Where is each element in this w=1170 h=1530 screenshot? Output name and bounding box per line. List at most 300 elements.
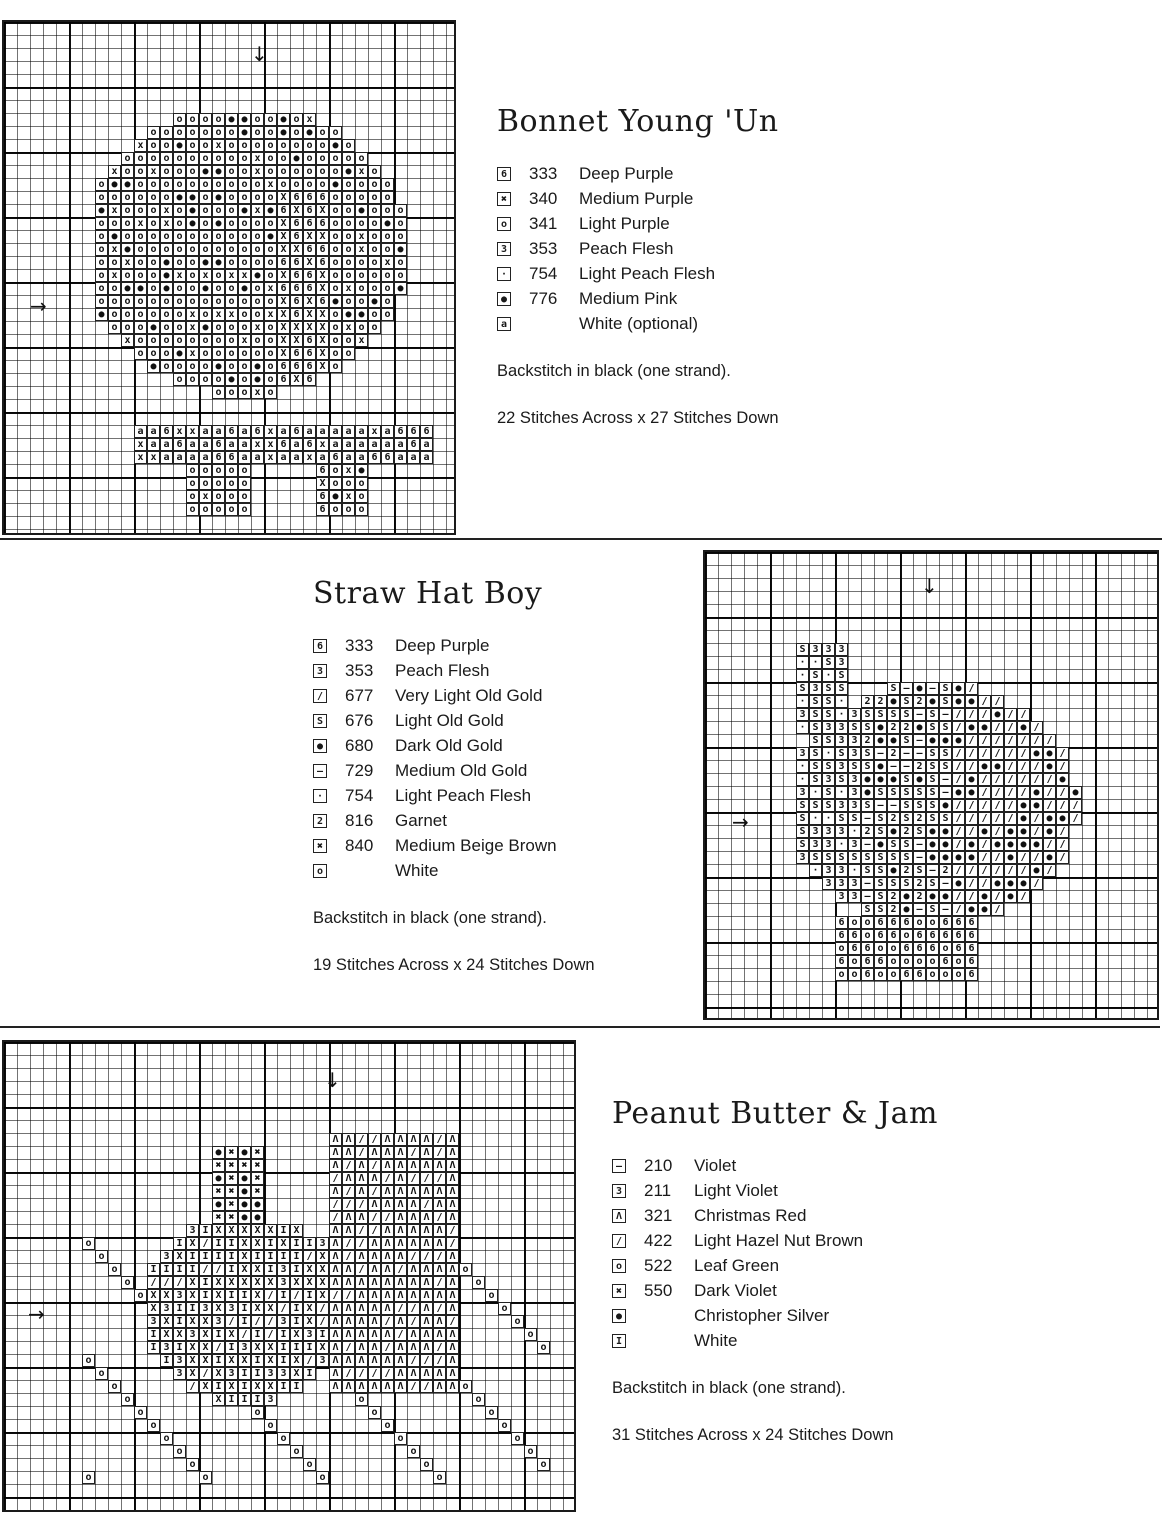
stitch-cell: 3 [225, 1367, 238, 1380]
stitch-cell: / [1043, 786, 1056, 799]
stitch-cell: ● [965, 721, 978, 734]
stitch-cell: S [913, 825, 926, 838]
stitch-cell: / [1043, 734, 1056, 747]
stitch-cell: S [861, 903, 874, 916]
stitch-cell: o [368, 243, 381, 256]
stitch-cell: o [186, 152, 199, 165]
stitch-cell: 3 [316, 1237, 329, 1250]
stitch-cell: ● [199, 282, 212, 295]
stitch-cell: 6 [225, 451, 238, 464]
straw-hat-chart-grid [703, 550, 1159, 1020]
stitch-cell: ● [965, 695, 978, 708]
stitch-cell: · [835, 786, 848, 799]
stitch-cell: I [290, 1341, 303, 1354]
stitch-cell: o [95, 217, 108, 230]
stitch-cell: o [225, 347, 238, 360]
stitch-cell: S [848, 760, 861, 773]
stitch-cell: ● [355, 204, 368, 217]
stitch-cell: ● [1030, 786, 1043, 799]
floss-number: 340 [529, 188, 558, 208]
stitch-cell: a [290, 438, 303, 451]
stitch-cell: X [186, 1237, 199, 1250]
stitch-cell: o [212, 178, 225, 191]
stitch-cell: Λ [381, 1133, 394, 1146]
stitch-cell: o [134, 230, 147, 243]
stitch-cell: x [134, 139, 147, 152]
floss-number: 754 [529, 263, 558, 283]
stitch-cell: ● [1030, 864, 1043, 877]
stitch-cell: o [316, 178, 329, 191]
stitch-cell: o [848, 968, 861, 981]
stitch-cell: ● [238, 1185, 251, 1198]
stitch-cell: S [861, 721, 874, 734]
stitch-cell: a [199, 425, 212, 438]
stitch-cell: / [952, 747, 965, 760]
stitch-cell: / [433, 1276, 446, 1289]
stitch-cell: ● [251, 360, 264, 373]
stitch-cell: Λ [329, 1263, 342, 1276]
stitch-cell: 6 [952, 942, 965, 955]
stitch-cell: o [290, 139, 303, 152]
stitch-cell: o [173, 217, 186, 230]
stitch-cell: · [848, 864, 861, 877]
floss-number: 816 [345, 810, 374, 830]
stitch-cell: Λ [394, 1354, 407, 1367]
stitch-cell: o [342, 152, 355, 165]
stitch-cell: ● [978, 903, 991, 916]
stitch-cell: / [1017, 851, 1030, 864]
stitch-cell: / [199, 1263, 212, 1276]
stitch-cell: o [212, 243, 225, 256]
stitch-cell: ● [368, 295, 381, 308]
stitch-cell: o [355, 295, 368, 308]
stitch-cell: o [225, 165, 238, 178]
stitch-cell: o [225, 360, 238, 373]
center-right-arrow-icon: → [732, 810, 749, 834]
stitch-cell: / [303, 1250, 316, 1263]
stitch-cell: o [147, 308, 160, 321]
stitch-cell: S [796, 682, 809, 695]
pattern-title: Peanut Butter & Jam [612, 1096, 938, 1131]
stitch-cell: I [225, 1263, 238, 1276]
stitch-cell: 6 [407, 425, 420, 438]
stitch-cell: X [264, 1380, 277, 1393]
stitch-cell: o [225, 477, 238, 490]
stitch-cell: 2 [900, 825, 913, 838]
stitch-cell: 6 [277, 438, 290, 451]
stitch-cell: o [290, 126, 303, 139]
stitch-cell: / [1030, 851, 1043, 864]
stitch-cell: 6 [848, 929, 861, 942]
stitch-cell: S [809, 799, 822, 812]
stitch-cell: / [225, 1315, 238, 1328]
stitch-cell: / [368, 1185, 381, 1198]
stitch-cell: 6 [316, 490, 329, 503]
stitch-cell: X [290, 1276, 303, 1289]
stitch-cell: / [329, 1289, 342, 1302]
color-name: White (optional) [579, 313, 699, 333]
stitch-cell: X [212, 1302, 225, 1315]
backstitch-note: Backstitch in black (one strand). [612, 1379, 846, 1397]
stitch-cell: o [186, 464, 199, 477]
stitch-cell: o [368, 308, 381, 321]
stitch-cell: o [433, 1471, 446, 1484]
stitch-cell: Λ [407, 1185, 420, 1198]
stitch-cell: I [199, 1224, 212, 1237]
stitch-cell: 3 [835, 643, 848, 656]
stitch-cell: o [160, 165, 173, 178]
stitch-cell: X [264, 1341, 277, 1354]
stitch-cell: ● [199, 256, 212, 269]
stitch-cell: a [420, 438, 433, 451]
stitch-cell: X [303, 1302, 316, 1315]
stitch-cell: x [186, 347, 199, 360]
stitch-cell: Λ [420, 1133, 433, 1146]
stitch-cell: Λ [368, 1328, 381, 1341]
stitch-cell: ● [225, 373, 238, 386]
stitch-cell: o [368, 321, 381, 334]
stitch-cell: S [835, 669, 848, 682]
stitch-cell: ● [212, 217, 225, 230]
stitch-cell: a [238, 425, 251, 438]
stitch-cell: Λ [407, 1224, 420, 1237]
stitch-cell: Λ [433, 1185, 446, 1198]
stitch-cell: Λ [368, 1289, 381, 1302]
stitch-cell: o [121, 321, 134, 334]
stitch-cell: o [277, 152, 290, 165]
stitch-cell: x [173, 425, 186, 438]
floss-number: 321 [644, 1205, 673, 1225]
stitch-cell: / [277, 1302, 290, 1315]
stitch-cell: ● [251, 1211, 264, 1224]
stitch-cell: Λ [394, 1315, 407, 1328]
stitch-cell: 6 [251, 425, 264, 438]
key-row [313, 658, 595, 683]
stitch-cell: S [887, 682, 900, 695]
stitch-cell: o [95, 256, 108, 269]
stitch-cell: S [900, 877, 913, 890]
stitch-cell: X [251, 1289, 264, 1302]
stitch-cell: X [238, 1237, 251, 1250]
stitch-cell: a [160, 438, 173, 451]
stitch-cell: o [342, 217, 355, 230]
stitch-cell: 3 [848, 838, 861, 851]
stitch-cell: Λ [433, 1198, 446, 1211]
stitch-cell: o [134, 256, 147, 269]
stitch-cell: / [978, 786, 991, 799]
stitch-cell: a [134, 425, 147, 438]
stitch-cell: ● [952, 682, 965, 695]
stitch-cell: o [329, 360, 342, 373]
stitch-cell: ● [900, 890, 913, 903]
stitch-cell: S [926, 786, 939, 799]
stitch-cell: a [238, 438, 251, 451]
stitch-cell: o [381, 282, 394, 295]
stitch-cell: 6 [225, 425, 238, 438]
stitch-cell: – [913, 747, 926, 760]
stitch-cell: / [316, 1302, 329, 1315]
stitch-cell: 6 [394, 425, 407, 438]
stitch-cell: Λ [329, 1380, 342, 1393]
stitch-cell: / [978, 864, 991, 877]
floss-number: 676 [345, 710, 374, 730]
stitch-cell: ● [121, 178, 134, 191]
stitch-cell: o [264, 152, 277, 165]
stitch-cell: I [277, 1289, 290, 1302]
stitch-cell: a [290, 451, 303, 464]
stitch-cell: X [212, 1393, 225, 1406]
symbol-filled-dot-icon: ● [313, 739, 327, 753]
bonnet-key-panel [497, 104, 779, 428]
stitch-cell: X [238, 1354, 251, 1367]
stitch-cell: Λ [394, 1146, 407, 1159]
stitch-cell: X [277, 347, 290, 360]
stitch-cell: X [225, 1224, 238, 1237]
stitch-cell: o [368, 191, 381, 204]
stitch-cell: o [238, 308, 251, 321]
stitch-cell: / [1030, 877, 1043, 890]
stitch-cell: ✖ [225, 1146, 238, 1159]
stitch-cell: a [368, 438, 381, 451]
stitch-cell: a [186, 438, 199, 451]
stitch-cell: ● [926, 825, 939, 838]
stitch-cell: I [199, 1289, 212, 1302]
stitch-cell: o [342, 178, 355, 191]
stitch-cell: o [952, 968, 965, 981]
stitch-cell: X [303, 321, 316, 334]
symbol-dot-icon: · [497, 267, 511, 281]
pattern-title: Bonnet Young 'Un [497, 104, 779, 139]
stitch-cell: o [173, 308, 186, 321]
stitch-cell: x [251, 165, 264, 178]
stitch-cell: ● [186, 204, 199, 217]
stitch-cell: o [225, 490, 238, 503]
stitch-cell: / [1004, 786, 1017, 799]
stitch-cell: o [355, 503, 368, 516]
stitch-cell: X [316, 269, 329, 282]
stitch-cell: Λ [433, 1237, 446, 1250]
stitch-cell: 2 [861, 825, 874, 838]
color-name: Deep Purple [579, 163, 674, 183]
stitch-cell: / [1056, 760, 1069, 773]
symbol-dash-icon: – [313, 764, 327, 778]
stitch-cell: x [342, 321, 355, 334]
stitch-cell: ● [238, 1211, 251, 1224]
stitch-cell: 6 [861, 968, 874, 981]
stitch-cell: Λ [394, 1341, 407, 1354]
stitch-cell: / [407, 1354, 420, 1367]
stitch-cell: X [186, 1341, 199, 1354]
stitch-cell: ● [952, 786, 965, 799]
stitch-cell: ● [926, 838, 939, 851]
stitch-cell: – [900, 760, 913, 773]
stitch-cell: o [264, 217, 277, 230]
stitch-cell: S [822, 708, 835, 721]
stitch-cell: · [835, 838, 848, 851]
stitch-cell: ✖ [225, 1159, 238, 1172]
stitch-cell: I [147, 1341, 160, 1354]
stitch-cell: X [212, 1224, 225, 1237]
stitch-cell: / [978, 773, 991, 786]
symbol-s-icon: S [313, 714, 327, 728]
stitch-cell: 3 [316, 1354, 329, 1367]
stitch-cell: o [173, 165, 186, 178]
stitch-cell: S [835, 682, 848, 695]
stitch-cell: ● [121, 243, 134, 256]
stitch-cell: Λ [355, 1380, 368, 1393]
stitch-cell: o [329, 308, 342, 321]
stitch-cell: o [329, 464, 342, 477]
stitch-cell: X [186, 1276, 199, 1289]
peanut-butter-chart-grid [2, 1040, 576, 1512]
stitch-cell: o [251, 1406, 264, 1419]
stitch-cell: o [342, 295, 355, 308]
stitch-cell: / [1043, 799, 1056, 812]
stitch-cell: a [316, 451, 329, 464]
stitch-cell: o [264, 191, 277, 204]
stitch-cell: x [108, 269, 121, 282]
stitch-cell: / [1069, 812, 1082, 825]
stitch-cell: 6 [290, 360, 303, 373]
stitch-cell: o [160, 178, 173, 191]
stitch-cell: ● [939, 799, 952, 812]
stitch-cell: 2 [939, 864, 952, 877]
stitch-cell: / [160, 1276, 173, 1289]
stitch-cell: Λ [407, 1367, 420, 1380]
stitch-cell: ● [199, 165, 212, 178]
stitch-cell: X [160, 1289, 173, 1302]
stitch-cell: o [329, 347, 342, 360]
stitch-cell: o [199, 217, 212, 230]
stitch-cell: · [796, 669, 809, 682]
stitch-cell: ● [1043, 747, 1056, 760]
stitch-cell: ● [1004, 851, 1017, 864]
stitch-cell: Λ [342, 1172, 355, 1185]
stitch-cell: o [329, 282, 342, 295]
stitch-cell: o [277, 1432, 290, 1445]
stitch-cell: I [264, 1237, 277, 1250]
stitch-cell: 3 [186, 1328, 199, 1341]
symbol-filled-dot-icon: ● [612, 1309, 626, 1323]
stitch-cell: / [394, 1328, 407, 1341]
stitch-cell: / [952, 825, 965, 838]
key-row [497, 286, 779, 311]
stitch-cell: I [173, 1237, 186, 1250]
stitch-cell: 2 [913, 812, 926, 825]
stitch-cell: X [303, 308, 316, 321]
stitch-cell: o [212, 295, 225, 308]
stitch-cell: o [381, 204, 394, 217]
stitch-cell: ● [939, 734, 952, 747]
symbol-i-icon: I [612, 1334, 626, 1348]
stitch-cell: 6 [290, 230, 303, 243]
stitch-cell: ● [965, 903, 978, 916]
stitch-cell: S [900, 799, 913, 812]
stitch-cell: S [809, 669, 822, 682]
stitch-cell: ● [212, 1198, 225, 1211]
stitch-cell: S [913, 799, 926, 812]
stitch-cell: Λ [355, 1211, 368, 1224]
stitch-cell: / [952, 903, 965, 916]
stitch-cell: o [329, 243, 342, 256]
stitch-cell: o [160, 139, 173, 152]
stitch-cell: o [82, 1471, 95, 1484]
stitch-cell: 6 [965, 929, 978, 942]
stitch-cell: x [147, 165, 160, 178]
stitch-cell: o [329, 256, 342, 269]
stitch-cell: X [238, 1224, 251, 1237]
stitch-cell: o [342, 256, 355, 269]
stitch-cell: Λ [342, 1211, 355, 1224]
stitch-cell: o [238, 373, 251, 386]
stitch-cell: / [991, 695, 1004, 708]
stitch-cell: 6 [900, 942, 913, 955]
stitch-cell: 6 [303, 282, 316, 295]
stitch-cell: Λ [342, 1354, 355, 1367]
stitch-cell: X [225, 1276, 238, 1289]
stitch-cell: Λ [394, 1133, 407, 1146]
stitch-cell: X [303, 295, 316, 308]
stitch-cell: I [212, 1380, 225, 1393]
stitch-cell: a [277, 451, 290, 464]
stitch-cell: / [342, 1367, 355, 1380]
stitch-cell: ● [147, 360, 160, 373]
stitch-cell: S [926, 708, 939, 721]
stitch-cell: x [212, 308, 225, 321]
stitch-cell: I [290, 1302, 303, 1315]
stitch-cell: o [381, 308, 394, 321]
stitch-cell: S [822, 799, 835, 812]
stitch-cell: 3 [835, 721, 848, 734]
stitch-cell: / [952, 812, 965, 825]
stitch-cell: I [277, 1328, 290, 1341]
stitch-cell: Λ [329, 1237, 342, 1250]
stitch-cell: S [900, 734, 913, 747]
stitch-cell: 6 [290, 269, 303, 282]
stitch-cell: Λ [446, 1159, 459, 1172]
stitch-cell: o [95, 230, 108, 243]
stitch-cell: S [874, 786, 887, 799]
stitch-cell: o [498, 1302, 511, 1315]
stitch-cell: / [1004, 864, 1017, 877]
stitch-cell: Λ [368, 1341, 381, 1354]
stitch-cell: o [199, 152, 212, 165]
color-name: Peach Flesh [395, 660, 490, 680]
stitch-cell: o [238, 178, 251, 191]
stitch-cell: S [822, 851, 835, 864]
stitch-cell: x [134, 217, 147, 230]
stitch-cell: / [407, 1302, 420, 1315]
stitch-cell: / [264, 1315, 277, 1328]
stitch-cell: X [199, 1328, 212, 1341]
stitch-cell: X [290, 321, 303, 334]
stitch-cell: o [900, 955, 913, 968]
stitch-cell: 6 [887, 929, 900, 942]
stitch-cell: ✖ [225, 1211, 238, 1224]
stitch-cell: I [238, 1367, 251, 1380]
stitch-cell: Λ [381, 1328, 394, 1341]
floss-number: 522 [644, 1255, 673, 1275]
stitch-cell: x [251, 152, 264, 165]
stitch-cell: I [238, 1315, 251, 1328]
stitch-cell: ● [978, 721, 991, 734]
key-row [313, 858, 595, 883]
key-row [612, 1203, 938, 1228]
stitch-cell: I [264, 1250, 277, 1263]
stitch-cell: Λ [446, 1341, 459, 1354]
floss-number: 754 [345, 785, 374, 805]
stitch-cell: 6 [316, 256, 329, 269]
